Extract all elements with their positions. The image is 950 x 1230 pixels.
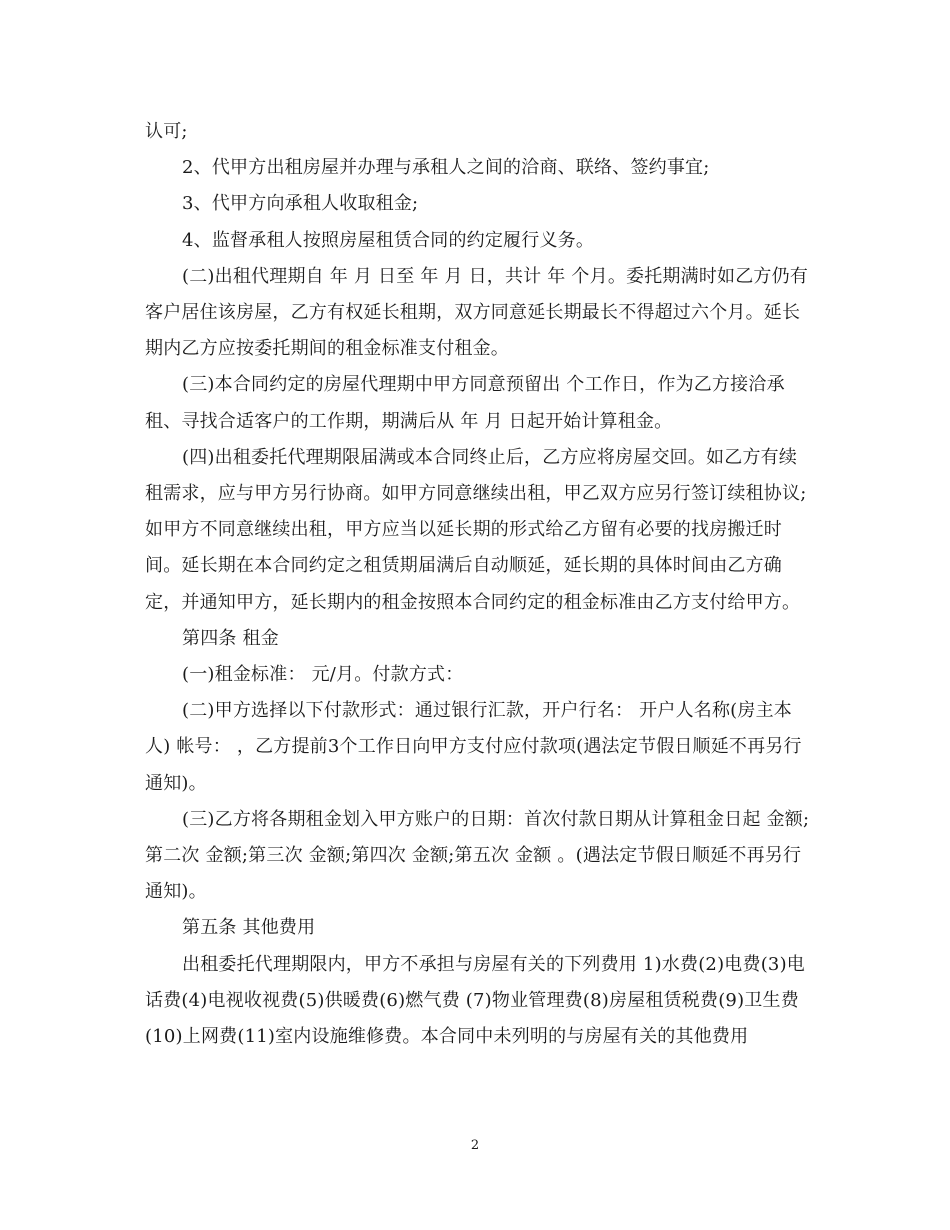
paragraph-expiry-return: (四)出租委托代理期限届满或本合同终止后，乙方应将房屋交回。如乙方有续租需求，应与甲方另行协商。如甲方同意继续出租，甲乙双方应另行签订续租协议;如甲方不同意继续出租，甲方应当以延长期的形式给乙方留有必要的找房搬迁时间。延长期在本合同约定之租赁期届满后自动顺延，延长期的具体时间由乙方确定，并通知甲方，延长期内的租金按照本合同约定的租金标准由乙方支付给甲方。 (145, 446, 807, 613)
paragraph-payment-form: (二)甲方选择以下付款形式：通过银行汇款，开户行名： 开户人名称(房主本人) 帐号： ，乙方提前3个工作日向甲方支付应付款项(遇法定节假日顺延不再另行通知)。 (145, 700, 802, 794)
document-body (145, 114, 815, 1055)
heading-article-4: 第四条 租金 (182, 627, 279, 649)
paragraph-item-3: 3、代甲方向承租人收取租金; (182, 193, 419, 215)
paragraph-rent-standard: (一)租金标准： 元/月。付款方式： (182, 664, 464, 686)
paragraph-agency-period: (二)出租代理期自 年 月 日至 年 月 日，共计 年 个月。委托期满时如乙方仍有客户居住该房屋，乙方有权延长租期，双方同意延长期最长不得超过六个月。延长期内乙方应按委托期间的租金标准支付租金。 (145, 265, 809, 360)
paragraph-item-4: 4、监督承租人按照房屋租赁合同的约定履行义务。 (182, 229, 595, 251)
page-number: 2 (470, 1138, 480, 1153)
paragraph-payment-dates: (三)乙方将各期租金划入甲方账户的日期：首次付款日期从计算租金日起 金额;第二次 金额;第三次 金额;第四次 金额;第五次 金额 。(遇法定节假日顺延不再另行通知)。 (145, 808, 810, 903)
heading-article-5: 第五条 其他费用 (182, 917, 316, 939)
paragraph-other-fees: 出租委托代理期限内，甲方不承担与房屋有关的下列费用 1)水费(2)电费(3)电话费(4)电视收视费(5)供暖费(6)燃气费 (7)物业管理费(8)房屋租赁税费(9)卫生费(10)上网费(11)室内设施维修费。本合同中未列明的与房屋有关的其他费用 (145, 953, 805, 1048)
paragraph-continuation: 认可; (145, 121, 188, 142)
paragraph-item-2: 2、代甲方出租房屋并办理与承租人之间的洽商、联络、签约事宜; (182, 157, 710, 179)
paragraph-reserved-days: (三)本合同约定的房屋代理期中甲方同意预留出 个工作日，作为乙方接洽承租、寻找合适客户的工作期，期满后从 年 月 日起开始计算租金。 (145, 374, 785, 432)
